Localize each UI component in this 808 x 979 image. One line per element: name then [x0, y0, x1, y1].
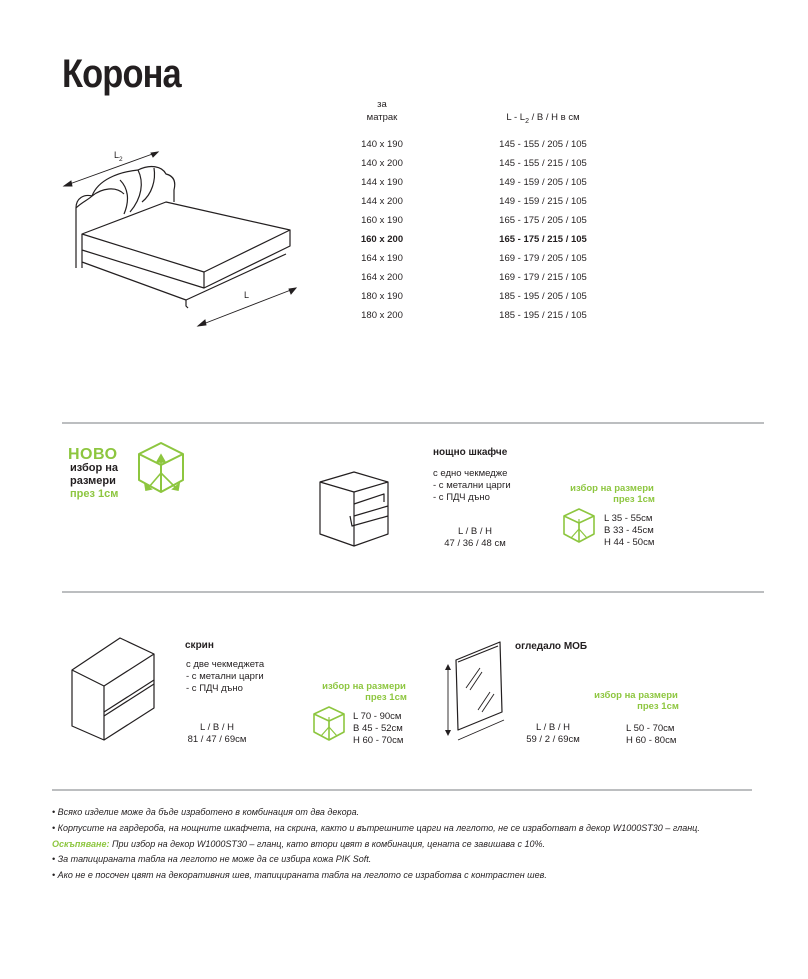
mirror-title: огледало МОБ — [515, 641, 588, 652]
dimensions-column — [484, 139, 602, 329]
dimensions-cell: 165 - 175 / 215 / 105 — [499, 234, 587, 245]
nightstand-ranges — [604, 513, 654, 549]
dresser-description — [186, 659, 264, 695]
list-item: - с метални царги — [186, 671, 264, 682]
dimensions-cell: 165 - 175 / 205 / 105 — [499, 215, 587, 226]
dresser-ranges — [353, 711, 403, 747]
mirror-size-choice: избор на размери през 1см — [594, 690, 679, 712]
dresser-size-choice: избор на размери през 1см — [322, 681, 407, 703]
list-item: B 45 - 52см — [353, 723, 403, 734]
notes — [52, 805, 772, 884]
mattress-size-cell: 140 x 200 — [361, 158, 403, 169]
dimensions-cell: 185 - 195 / 205 / 105 — [499, 291, 587, 302]
size-choice-cube-icon — [135, 440, 187, 500]
nightstand-description — [433, 468, 511, 504]
nightstand-dimensions: L / B / H 47 / 36 / 48 см — [444, 526, 506, 549]
mattress-size-cell: 160 x 190 — [361, 215, 403, 226]
mattress-size-cell: 164 x 190 — [361, 253, 403, 264]
divider — [52, 789, 752, 791]
mattress-sizes-column — [345, 139, 419, 329]
note: • За тапицираната табла на леглото не може да се избира кожа PIK Soft. — [52, 854, 372, 865]
table-header-dims: L - $L_2$ / B / H в см — [506, 112, 580, 125]
nightstand-illustration — [318, 470, 390, 550]
list-item: L 50 - 70см — [626, 723, 675, 734]
bed-label-l: L — [244, 290, 250, 300]
nightstand-cube-icon — [562, 507, 596, 549]
mattress-size-cell: 140 x 190 — [361, 139, 403, 150]
mattress-size-cell: 180 x 190 — [361, 291, 403, 302]
list-item: L 70 - 90см — [353, 711, 402, 722]
dimensions-cell: 149 - 159 / 215 / 105 — [499, 196, 587, 207]
novo-label: НОВО — [68, 446, 118, 463]
list-item: - с метални царги — [433, 480, 511, 491]
table-header-mattress: за матрак — [366, 99, 398, 123]
dimensions-cell: 149 - 159 / 205 / 105 — [499, 177, 587, 188]
dimensions-cell: 169 - 179 / 205 / 105 — [499, 253, 587, 264]
mirror-dimensions: L / B / H 59 / 2 / 69см — [526, 722, 580, 745]
bed-label-l2: $L_2$ — [114, 150, 123, 163]
dimensions-cell: 145 - 155 / 205 / 105 — [499, 139, 587, 150]
note: • Ако не е посочен цвят на декоративния шев, тапицираната табла на леглото се изработва с контрастен шев. — [52, 870, 547, 881]
bed-illustration — [58, 140, 308, 335]
nightstand-size-choice: избор на размери през 1см — [570, 483, 655, 505]
list-item: с две чекмеджета — [186, 659, 265, 670]
note: • Всяко изделие може да бъде изработено в комбинация от два декора. — [52, 807, 360, 817]
novo-subtitle: избор на размери през 1см — [70, 462, 119, 500]
dresser-title: скрин — [185, 640, 214, 651]
mattress-size-cell: 164 x 200 — [361, 272, 403, 283]
list-item: H 60 - 70см — [353, 735, 404, 746]
divider — [62, 591, 764, 593]
mattress-size-cell: 144 x 190 — [361, 177, 403, 188]
nightstand-title: нощно шкафче — [433, 447, 508, 458]
list-item: H 44 - 50см — [604, 537, 655, 548]
mattress-size-cell: 160 x 200 — [360, 234, 404, 245]
list-item: с едно чекмедже — [433, 468, 508, 479]
dimensions-cell: 185 - 195 / 215 / 105 — [499, 310, 587, 321]
dresser-dimensions: L / B / H 81 / 47 / 69см — [187, 722, 247, 745]
mattress-size-cell: 180 x 200 — [361, 310, 403, 321]
dresser-illustration — [70, 636, 160, 742]
dimensions-cell: 169 - 179 / 215 / 105 — [499, 272, 587, 283]
list-item: - с ПДЧ дъно — [433, 492, 490, 503]
list-item: H 60 - 80см — [626, 735, 677, 746]
list-item: - с ПДЧ дъно — [186, 683, 243, 694]
note: Оскъпяване: При избор на декор W1000ST30 – гланц, като втори цвят в комбинация, цената се завишава с 10%. — [52, 838, 545, 849]
divider — [62, 422, 764, 424]
dresser-cube-icon — [312, 705, 346, 747]
list-item: L 35 - 55см — [604, 513, 653, 524]
mirror-illustration — [444, 636, 514, 748]
dimensions-cell: 145 - 155 / 215 / 105 — [499, 158, 587, 169]
note: • Корпусите на гардероба, на нощните шкафчета, на скрина, както и вътрешните царги на леглото, не се изработват в декор W1000ST30 – гланц. — [52, 822, 700, 833]
list-item: B 33 - 45см — [604, 525, 654, 536]
page-title: Корона — [62, 52, 181, 96]
mirror-ranges — [626, 723, 676, 747]
mattress-size-cell: 144 x 200 — [361, 196, 403, 207]
